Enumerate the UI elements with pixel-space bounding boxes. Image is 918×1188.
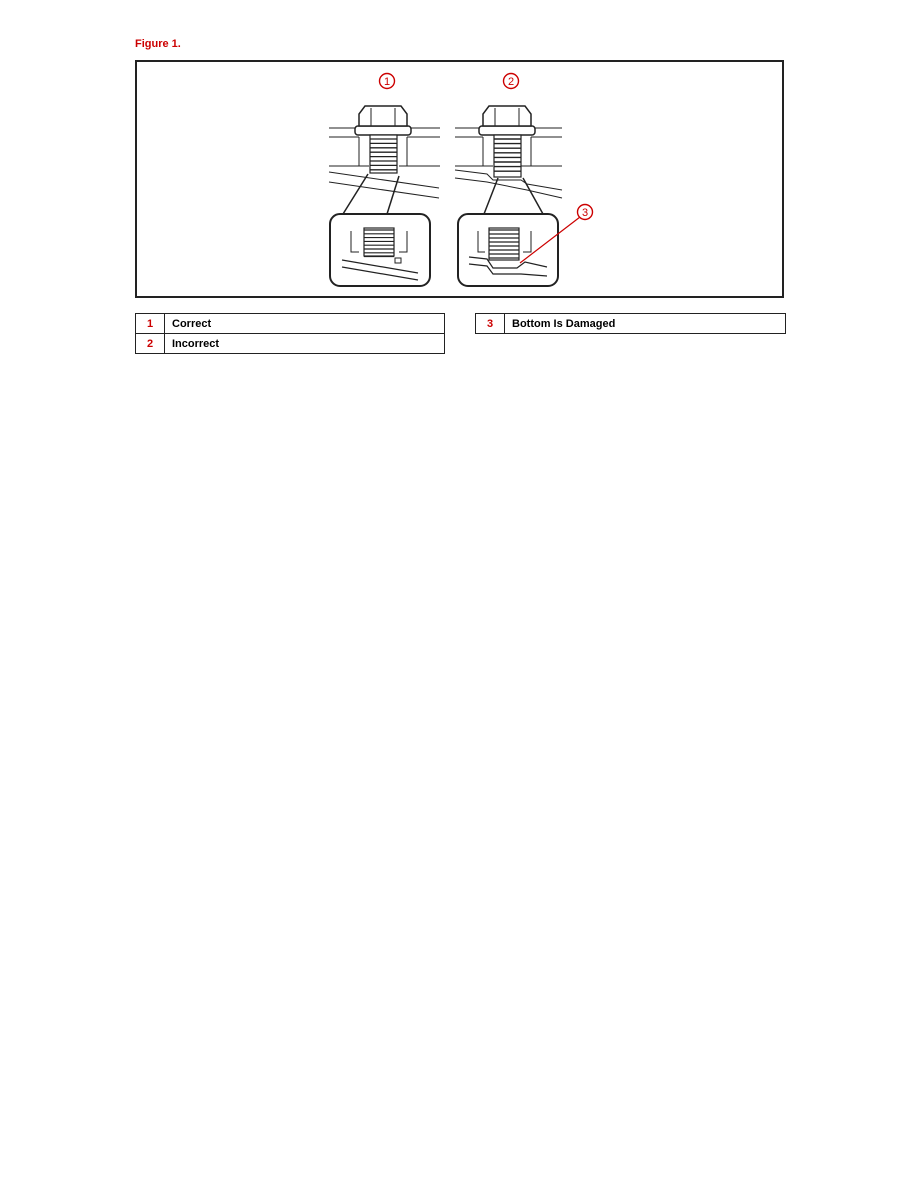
callout-1 [380, 74, 395, 89]
legend-label: Bottom Is Damaged [505, 314, 786, 334]
legend-table-right [475, 313, 786, 334]
legend-number: 3 [476, 314, 505, 334]
callout-2 [504, 74, 519, 89]
legend-row [476, 314, 786, 334]
legend-number: 2 [136, 334, 165, 354]
svg-text:3: 3 [581, 207, 589, 219]
incorrect-bolt [455, 106, 562, 286]
legend-row [136, 314, 445, 334]
legend-row [136, 334, 445, 354]
svg-text:2: 2 [507, 76, 515, 88]
figure-title: Figure 1. [135, 38, 181, 50]
legend-table-left [135, 313, 445, 354]
svg-text:1: 1 [383, 76, 391, 88]
legend-label: Incorrect [165, 334, 445, 354]
figure-frame [135, 60, 784, 298]
correct-bolt [329, 106, 440, 286]
legend-label: Correct [165, 314, 445, 334]
legend-number: 1 [136, 314, 165, 334]
bolt-diagram [137, 62, 782, 296]
